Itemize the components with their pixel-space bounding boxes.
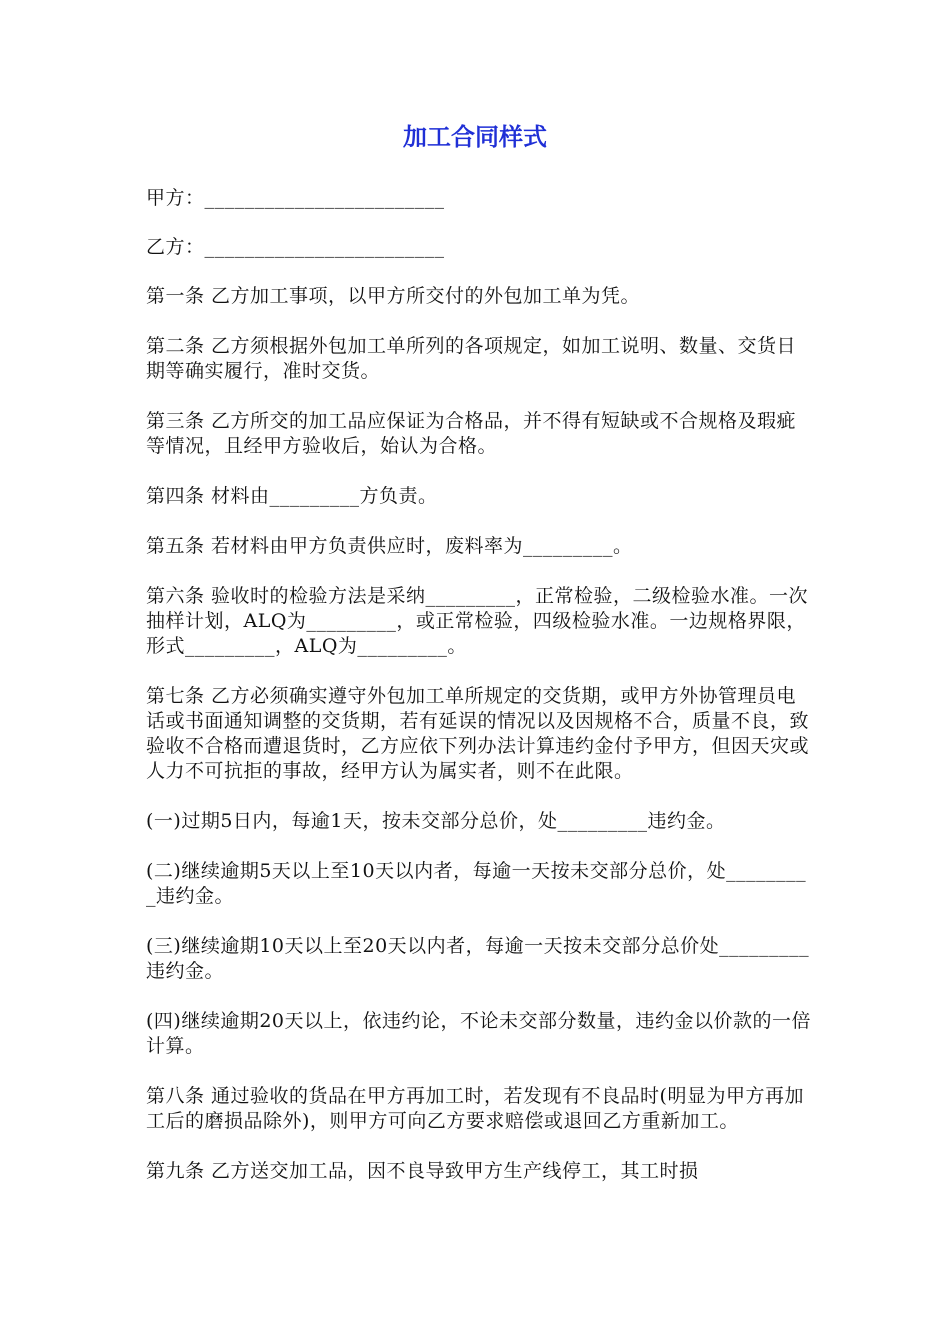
document-title: 加工合同样式: [403, 123, 547, 151]
clause-7-item-1: (一)过期5日内，每逾1天，按未交部分总价，处_________违约金。: [146, 810, 726, 832]
clause-7-item-4: (四)继续逾期20天以上，依违约论，不论未交部分数量，违约金以价款的一倍计算。: [146, 1010, 812, 1057]
clause-4: 第四条 材料由_________方负责。: [146, 485, 438, 507]
clause-7-item-2: (二)继续逾期5天以上至10天以内者，每逾一天按未交部分总价，处_________违约金。: [146, 860, 807, 907]
clause-7: 第七条 乙方必须确实遵守外包加工单所规定的交货期，或甲方外协管理员电话或书面通知调整的交货期，若有延误的情况以及因规格不合，质量不良，致验收不合格而遭退货时，乙方应依下列办法计算违约金付予甲方，但因天灾或人力不可抗拒的事故，经甲方认为属实者，则不在此限。: [146, 685, 810, 782]
clause-5: 第五条 若材料由甲方负责供应时，废料率为_________。: [146, 535, 633, 557]
clause-2: 第二条 乙方须根据外包加工单所列的各项规定，如加工说明、数量、交货日期等确实履行，准时交货。: [146, 335, 797, 382]
clause-3: 第三条 乙方所交的加工品应保证为合格品，并不得有短缺或不合规格及瑕疵等情况，且经甲方验收后，始认为合格。: [146, 410, 797, 457]
clause-6: 第六条 验收时的检验方法是采纳_________，正常检验，二级检验水准。一次抽样计划，ALQ为_________，或正常检验，四级检验水准。一边规格界限，形式_________，ALQ为_________。: [146, 585, 809, 657]
party-a-line: 甲方：________________________: [146, 187, 445, 209]
clause-7-item-3: (三)继续逾期10天以上至20天以内者，每逾一天按未交部分总价处_________违约金。: [146, 935, 810, 982]
party-b-line: 乙方：________________________: [146, 236, 445, 258]
clause-8: 第八条 通过验收的货品在甲方再加工时，若发现有不良品时(明显为甲方再加工后的磨损品除外)，则甲方可向乙方要求赔偿或退回乙方重新加工。: [146, 1085, 804, 1132]
document-body: [146, 186, 811, 1209]
clause-1: 第一条 乙方加工事项，以甲方所交付的外包加工单为凭。: [146, 285, 641, 307]
clause-9: 第九条 乙方送交加工品，因不良导致甲方生产线停工，其工时损: [146, 1160, 699, 1182]
